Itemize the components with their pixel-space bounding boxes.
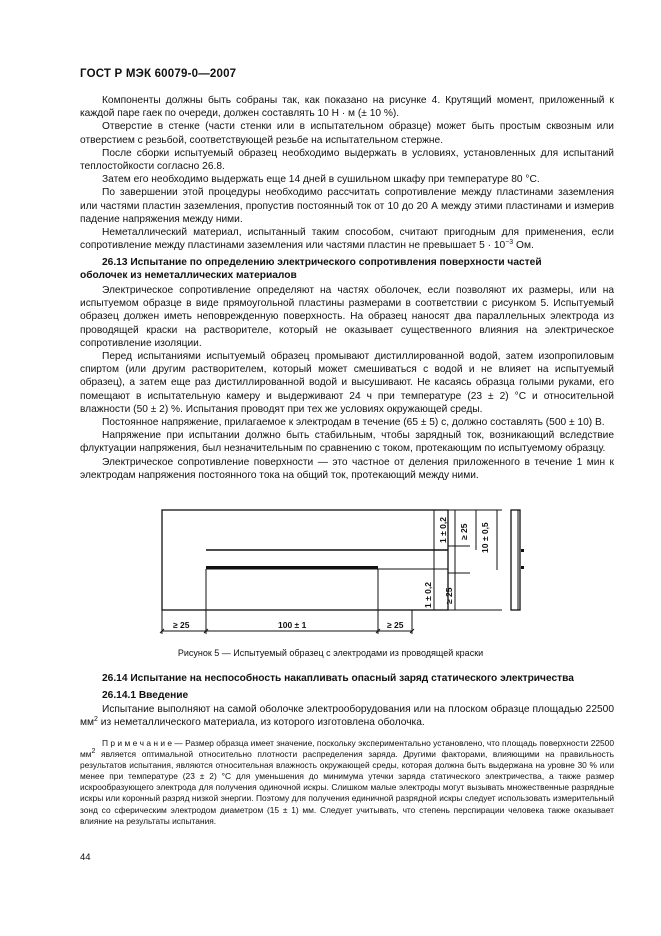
heading-line: 26.14.1 Введение [102, 690, 189, 701]
page-header: ГОСТ Р МЭК 60079-0—2007 [80, 68, 237, 80]
heading-line: 26.14 Испытание на неспособность накапливать опасный заряд статического электричества [102, 673, 574, 684]
paragraph: По завершении этой процедуры необходимо рассчитать сопротивление между пластинами заземления или частями пластин заземления, пропустив постоянный ток от 10 до 20 А между этими пластинами и измерив падение напряжения между ними. [80, 187, 614, 225]
dim-v1-label: 1 ± 0,2 [438, 517, 448, 543]
text-block-3 [80, 703, 614, 729]
paragraph: Затем его необходимо выдержать еще 14 дней в сушильном шкафу при температуре 80 °С. [102, 174, 540, 186]
specimen-plate [162, 510, 448, 610]
paragraph: Напряжение при испытании должно быть стабильным, чтобы зарядный ток, возникающий вследствие флуктуации напряжения, был незначительным по сравнению с током, протекающим по испытуемому образцу. [80, 430, 614, 455]
text-run: Неметаллический материал, испытанный таким способом, считают пригодным для применения, если сопротивление между пластинами заземления или частями пластин не превышает 5 · 10 [80, 227, 614, 252]
page-number: 44 [80, 852, 91, 863]
text-run: — Размер образца имеет значение, поскольку экспериментально установлено, что площадь поверхности 22500 мм [80, 738, 614, 760]
specimen-side-view [511, 510, 520, 610]
paragraph [80, 703, 614, 729]
note-paragraph [80, 738, 614, 827]
paragraph: Компоненты должны быть собраны так, как показано на рисунке 4. Крутящий момент, приложенный к каждой паре гаек по очереди, должен составлять 10 Н · м (± 10 %). [80, 95, 614, 120]
section-heading-26-14 [80, 672, 614, 685]
paragraph: Электрическое сопротивление поверхности — это частное от деления приложенного в течение 1 мин к электродам напряжения постоянного тока на общий ток, протекающий между ними. [80, 456, 614, 481]
paragraph: Электрическое сопротивление определяют на частях оболочек, если позволяют их размеры, или на испытуемом образце в виде прямоугольной пластины размерами в соответствии с рисунком 5. Испытуемый образец должен иметь неповрежденную поверхность. На образец наносят два параллельных электрода из проводящей краски на растворителе, который не оказывает существенного влияния на электрическое сопротивление изоляции. [80, 285, 614, 349]
dim-right-label: ≥ 25 [387, 620, 404, 630]
paragraph: Отверстие в стенке (части стенки или в испытательном образце) может быть простым сквозным или отверстием с резьбой, соответствующей резьбе на испытательном стержне. [80, 121, 614, 146]
dim-v3-label: 10 ± 0,5 [480, 522, 490, 553]
heading-line: оболочек из неметаллических материалов [80, 270, 297, 282]
dim-v2-label: ≥ 25 [459, 523, 469, 540]
text-run: является оптимальной относительно плотности распределения заряда. Другими факторами, влияющими на правильность результатов испытания, являются относительная влажность окружающей среды, которая должна быть выдержана на уровне 30 % или менее при температуре (23 ± 2) °С для уменьшения до минимума утечки заряда статического электричества, а также размер искрообразующего электрода для получения одиночной искры. Слишком малые электроды могут вызывать множественные разрядные искры или коронный разряд низкой энергии. Поэтому для получения единичной разрядной искры следует использовать измерительный зонд со сферическим электродом диаметром (15 ± 1) мм. Следует учитывать, что степень перспирации человека также оказывает влияние на результаты испытания. [80, 749, 614, 826]
superscript: 2 [91, 748, 96, 756]
paragraph: Перед испытаниями испытуемый образец промывают дистиллированной водой, затем изопропиловым спиртом (или другим растворителем, который может смешиваться с водой и не влияет на испытуемый образец), а затем еще раз дистиллированной водой и высушивают. Не касаясь образца голыми руками, его помещают в испытательную камеру и выдерживают 24 ч при температуре (23 ± 2) °С и относительной влажности (50 ± 2) %. Испытания проводят при тех же условиях окружающей среды. [80, 351, 614, 415]
figure-caption: Рисунок 5 — Испытуемый образец с электродами из проводящей краски [177, 648, 484, 658]
section-heading-26-14-1 [80, 689, 614, 702]
dim-center-label: 100 ± 1 [278, 620, 307, 630]
note-label: П р и м е ч а н и е [102, 738, 173, 748]
text-run: из неметаллического материала, из которого изготовлена оболочка. [97, 717, 425, 729]
superscript: 2 [94, 716, 98, 724]
text-run: Испытание выполняют на самой оболочке электрооборудования или на плоском образце площадью 22500 мм [80, 704, 614, 729]
electrode-lower [206, 566, 378, 570]
dim-v4-label: 1 ± 0,2 [423, 582, 433, 608]
dim-v5-label: ≥ 25 [444, 587, 454, 604]
paragraph: Постоянное напряжение, прилагаемое к электродам в течение (65 ± 5) с, должно составлять (500 ± 10) В. [102, 417, 605, 429]
superscript: −3 [505, 239, 514, 247]
paragraph: После сборки испытуемый образец необходимо выдержать в условиях, установленных для испытаний теплостойкости согласно 26.8. [80, 147, 614, 173]
note-block [80, 738, 614, 827]
text-run: Ом. [513, 240, 534, 252]
heading-line: 26.13 Испытание по определению электрического сопротивления поверхности частей [102, 257, 542, 268]
dim-left-label: ≥ 25 [173, 620, 190, 630]
